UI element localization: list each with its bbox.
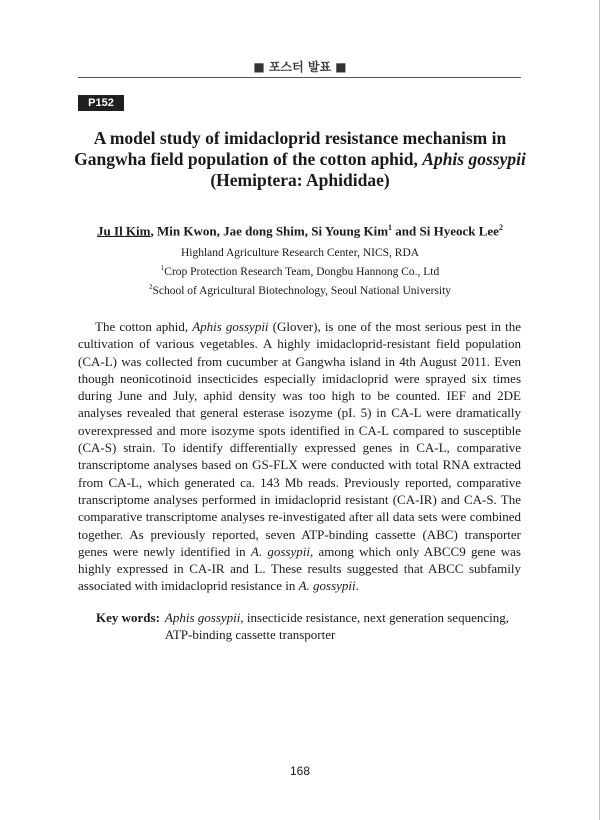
keywords-section — [96, 609, 521, 644]
author-list — [60, 223, 540, 239]
affiliation-2-marker: 2 — [148, 282, 153, 291]
abstract-species-1: Aphis gossypii — [192, 319, 269, 334]
title-line-2-text: Gangwha field population of the cotton aphid, — [74, 149, 423, 169]
title-line-2 — [60, 149, 540, 170]
keywords-list — [165, 609, 521, 644]
abstract-part-4: . — [355, 578, 359, 594]
author-superscript-2: 2 — [498, 223, 503, 232]
abstract-species-3: A. gossypii — [298, 578, 356, 594]
affiliation-0: Highland Agriculture Research Center, NICS, RDA — [180, 247, 420, 259]
affiliation-1-text: Crop Protection Research Team, Dongbu Hannong Co., Ltd — [164, 265, 440, 278]
keywords-line-1 — [165, 609, 521, 626]
presenting-author: Ju Il Kim — [97, 223, 151, 239]
poster-code-badge: P152 — [78, 95, 124, 111]
affiliation-2 — [60, 280, 540, 299]
affiliation-2-text: School of Agricultural Biotechnology, Seoul National University — [152, 284, 452, 297]
abstract-part-1: The cotton aphid, — [95, 319, 193, 334]
title-line-3: (Hemiptera: Aphididae) — [210, 170, 390, 190]
affiliation-1-marker: 1 — [160, 264, 165, 272]
page-number: 168 — [289, 764, 311, 778]
abstract-body — [78, 318, 521, 595]
keywords-line-1-rest: , insecticide resistance, next generation sequencing, — [240, 610, 509, 625]
last-author: and Si Hyeock Lee — [392, 223, 499, 239]
co-authors: , Min Kwon, Jae dong Shim, Si Young Kim — [150, 223, 389, 239]
keyword-species: Aphis gossypii — [164, 610, 241, 625]
header-divider — [78, 77, 521, 78]
abstract-part-3: among which only ABCC9 gene was highly expressed in CA-IR and L. These results suggested that ABCC subfamily associated with imidacloprid resistance in — [78, 543, 521, 594]
affiliation-1 — [60, 261, 540, 280]
keywords-line-2: ATP-binding cassette transporter — [164, 627, 336, 643]
abstract-species-2: A. gossypii, — [250, 543, 314, 559]
title-species-name: Aphis gossypii — [422, 149, 526, 169]
title-line-1: A model study of imidacloprid resistance mechanism in — [93, 128, 507, 148]
affiliations — [60, 246, 540, 299]
paper-title — [60, 128, 540, 191]
abstract-part-2: (Glover), is one of the most serious pest in the cultivation of various vegetables. A highly imidacloprid-resistant field population (CA-L) was collected from cucumber at Gangwha island in 4th August 2011. Even though neonicotinoid insecticides especially imidacloprid were sprayed six times during June and July, aphid density was too high to be counted. IEF and 2DE analyses revealed that general esterase isozyme (pI. 5) in CA-L were dramatically overexpressed and more isozyme spots identified in CA-L compared to susceptible (CA-S) strain. To identify differentially expressed genes in CA-L, comparative transcriptome analyses based on GS-FLX were conducted with total RNA extracted from CA-L, which generated ca. 143 Mb reads. Previously reported, comparative transcriptome analyses performed in imidacloprid resistant (CA-IR) and CA-S. The comparative transcriptome analyses re-investigated after all data sets were combined together. As previously reported, seven ATP-binding cassette (ABC) transporter genes were newly identified in — [78, 319, 521, 559]
section-header: ■ 포스터 발표 ■ — [253, 60, 347, 74]
keywords-label: Key words: — [96, 610, 160, 625]
author-superscript-1: 1 — [388, 223, 393, 232]
